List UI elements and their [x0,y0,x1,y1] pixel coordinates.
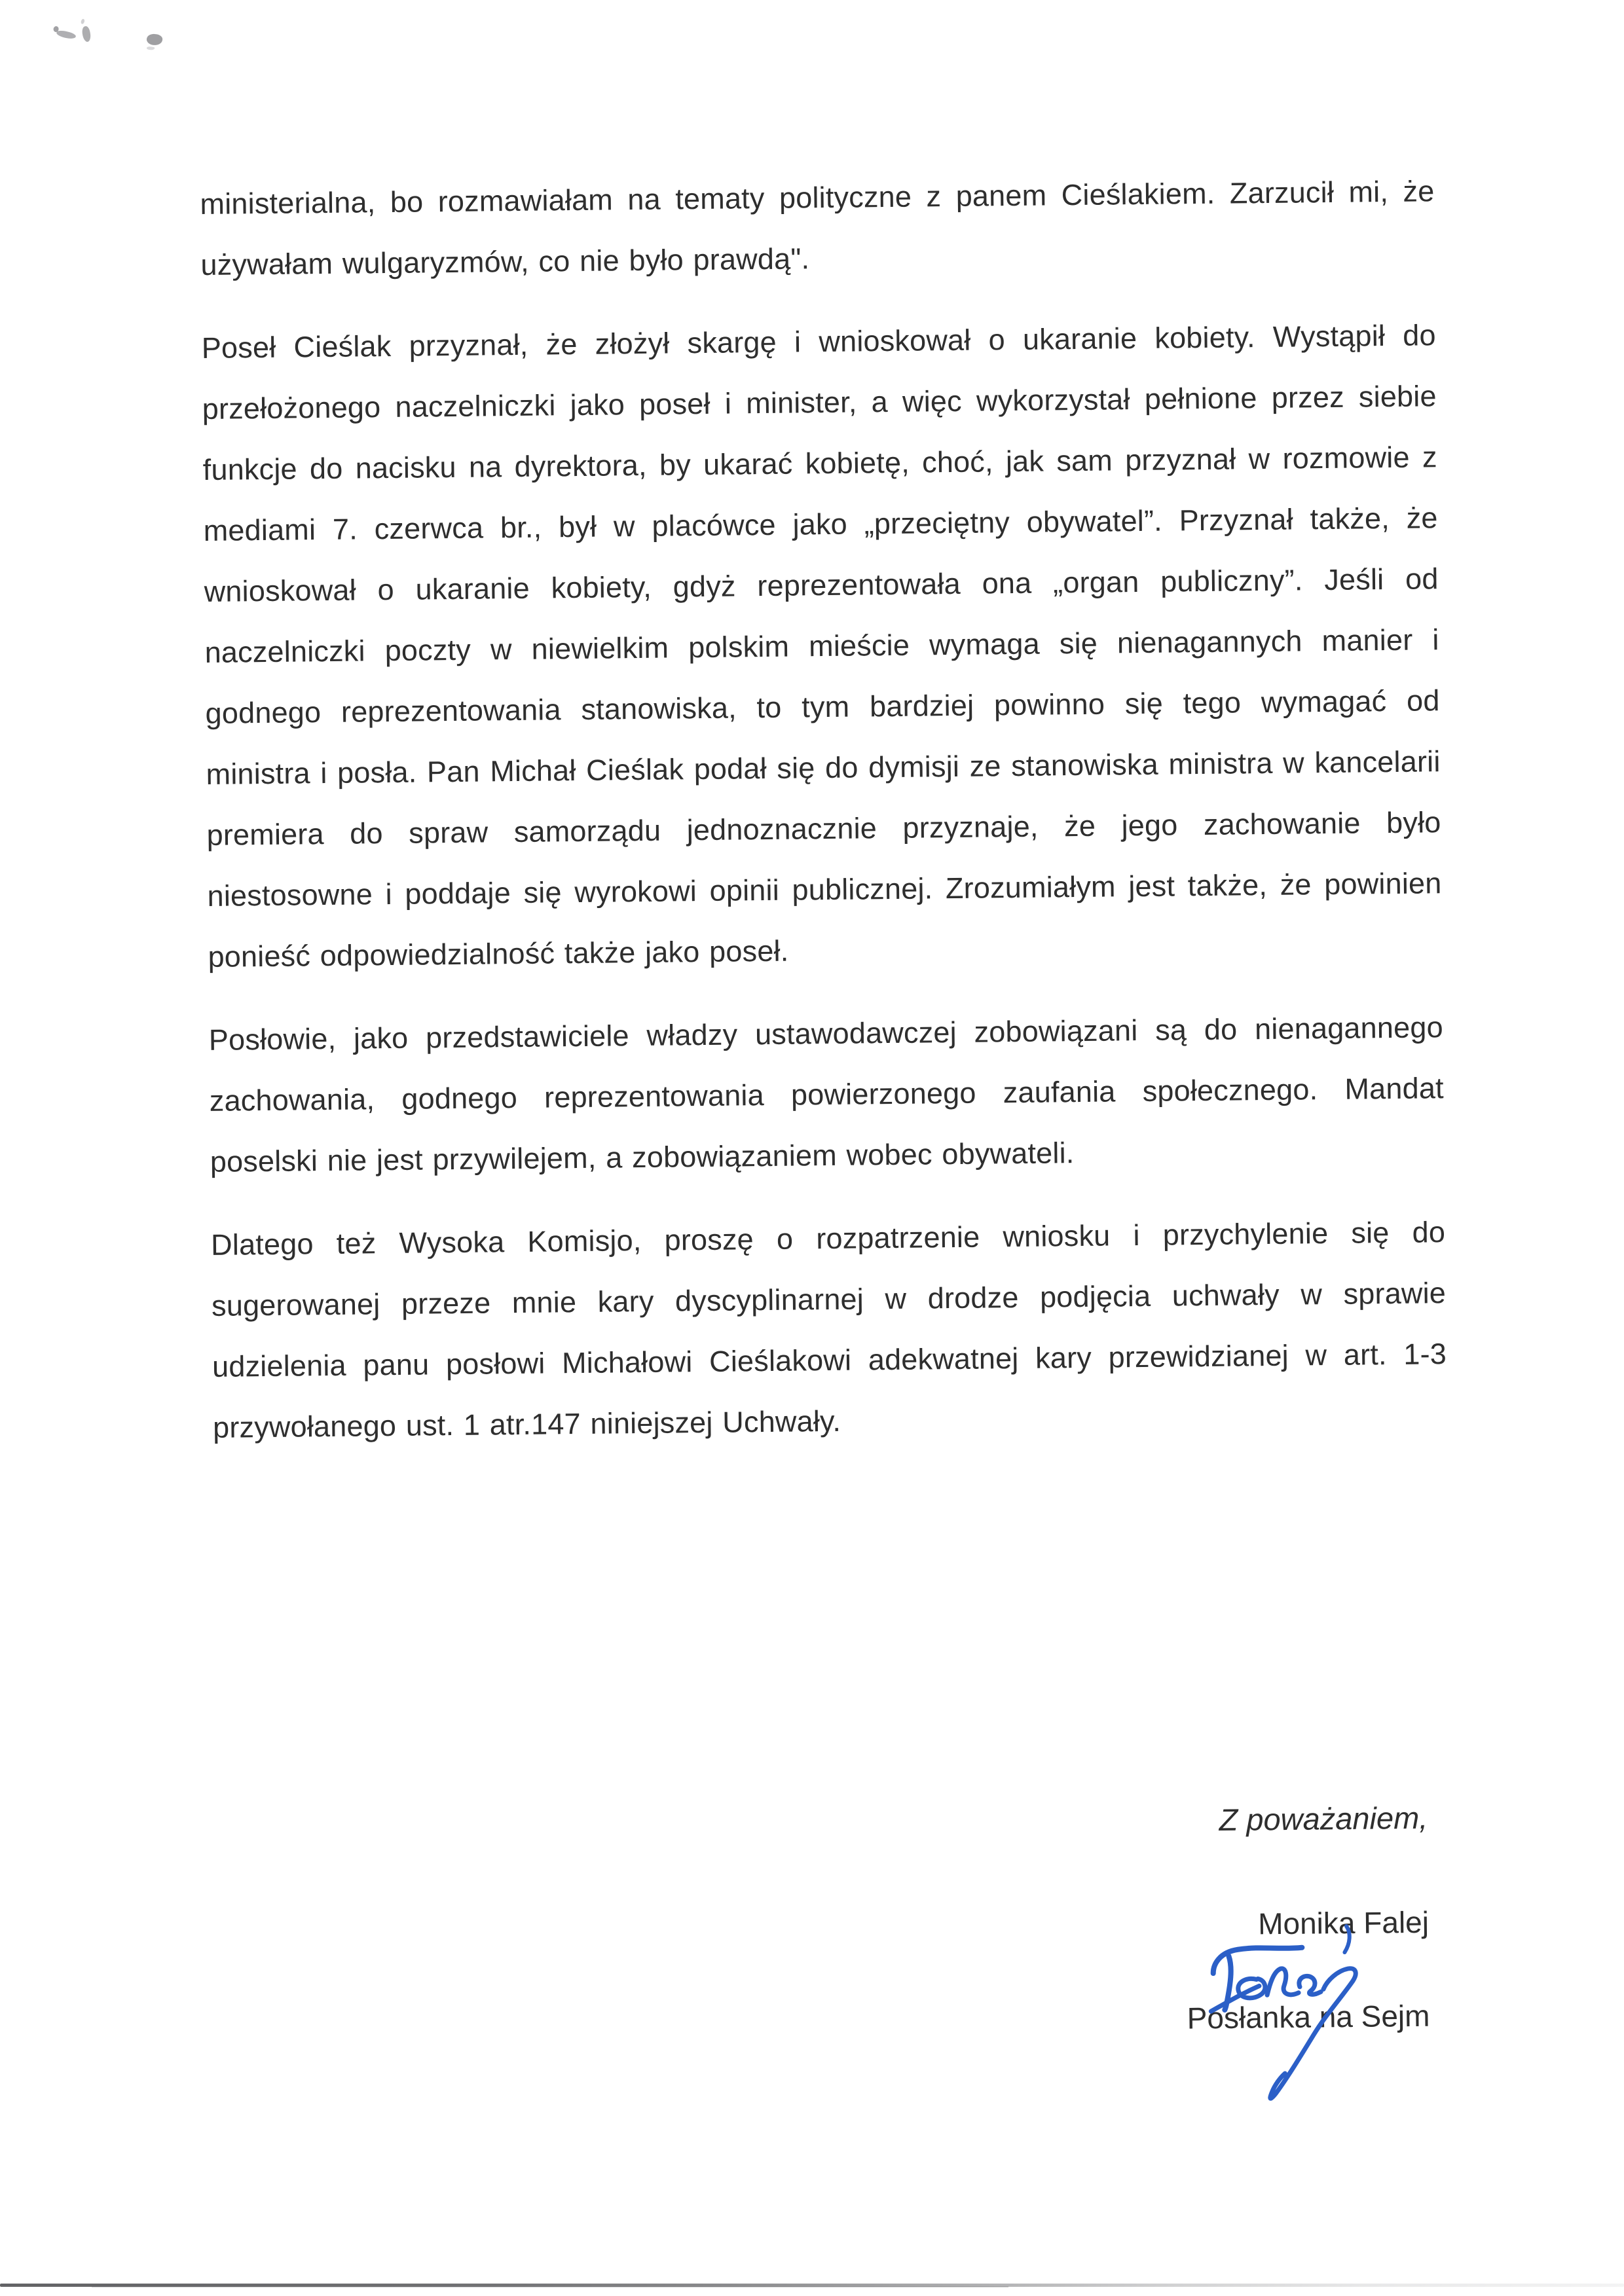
signatory-title: Posłanka na Sejm [1187,1998,1430,2035]
scan-artifact-smudge [81,26,92,43]
paragraph: ministerialna, bo rozmawiałam na tematy polityczne z panem Cieślakiem. Zarzucił mi, że używałam wulgaryzmów, co nie było prawdą". [200,174,1435,282]
scan-artifact-smudge [146,33,163,46]
signature-scribble-group [1210,1926,1357,2099]
signatory-name: Monika Falej [1257,1904,1430,1941]
paragraph: Poseł Cieślak przyznał, że złożył skargę i wnioskował o ukaranie kobiety. Wystąpił do przełożonego naczelniczki jako poseł i minister, a więc wykorzystał pełnione przez siebie funkcje do nacisku na dyrektora, by ukarać kobietę, choć, jak sam przyznał w rozmowie z mediami 7. czerwca br., był w placówce jako „przeciętny obywatel”. Przyznał także, że wnioskował o ukaranie kobiety, gdyż reprezentowała ona „organ publiczny”. Jeśli od naczelniczki poczty w niewielkim polskim mieście wymaga się nienagannych manier i godnego reprezentowania stanowiska, to tym bardziej powinno się tego wymagać od ministra i posła. Pan Michał Cieślak podał się do dymisji ze stanowiska ministra w kancelarii premiera do spraw samorządu jednoznacznie przyznaje, że jego zachowanie było niestosowne i poddaje się wyrokowi opinii publicznej. Zrozumiałym jest także, że powinien ponieść odpowiedzialność także jako poseł. [201,318,1442,974]
paragraph: Posłowie, jako przedstawiciele władzy ustawodawczej zobowiązani są do nienagannego zachowania, godnego reprezentowania powierzonego zaufania społecznego. Mandat poselski nie jest przywilejem, a zobowiązaniem wobec obywateli. [208,1010,1444,1178]
signature-block [1035,1800,1431,2210]
closing-salutation: Z poważaniem, [1219,1800,1428,1838]
scan-artifact-bottom-edge [0,2284,1624,2287]
letter-body [200,160,1447,1458]
scan-artifact-smudge [56,29,77,41]
handwritten-signature [1200,1918,1372,2130]
paragraph: Dlatego też Wysoka Komisjo, proszę o rozpatrzenie wniosku i przychylenie się do sugerowanej przeze mnie kary dyscyplinarnej w drodze podjęcia uchwały w sprawie udzielenia panu posłowi Michałowi Cieślakowi adekwatnej kary przewidzianej w art. 1-3 przywołanego ust. 1 atr.147 niniejszej Uchwały. [210,1215,1447,1444]
